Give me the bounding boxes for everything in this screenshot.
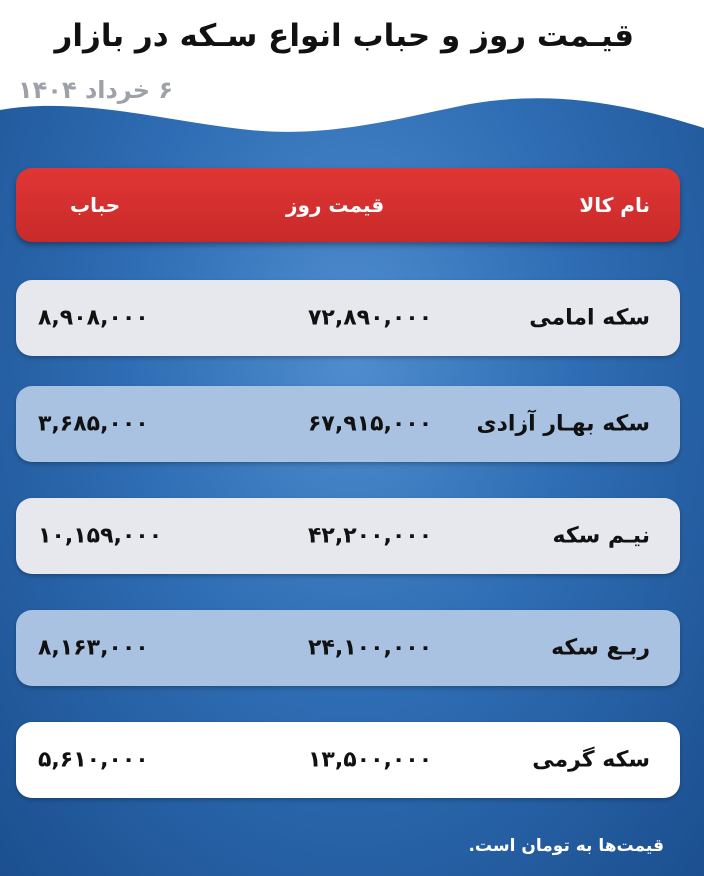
page-title: قیـمت روز و حباب انواع سـکه در بازار: [54, 18, 634, 54]
row-price: ۲۴,۱۰۰,۰۰۰: [308, 635, 433, 661]
table-row: [16, 280, 680, 356]
row-name: ربـع سکه: [551, 635, 650, 661]
row-name: سکه بهـار آزادی: [476, 411, 650, 437]
row-bubble: ۸,۱۶۳,۰۰۰: [38, 635, 149, 661]
row-name: سکه گرمی: [532, 747, 650, 773]
row-bubble: ۸,۹۰۸,۰۰۰: [38, 305, 149, 331]
table-row: [16, 610, 680, 686]
row-price: ۷۲,۸۹۰,۰۰۰: [308, 305, 433, 331]
table-header: [16, 168, 680, 242]
header-bubble: حباب: [70, 193, 121, 217]
row-bubble: ۵,۶۱۰,۰۰۰: [38, 747, 149, 773]
currency-note: قیمت‌ها به تومان است.: [468, 836, 664, 856]
row-bubble: ۳,۶۸۵,۰۰۰: [38, 411, 149, 437]
table-row: [16, 722, 680, 798]
table-row: [16, 386, 680, 462]
table-row: [16, 498, 680, 574]
header-price: قیمت روز: [286, 193, 385, 217]
row-name: نیـم سکه: [552, 523, 650, 549]
row-price: ۴۲,۲۰۰,۰۰۰: [308, 523, 433, 549]
row-price: ۱۳,۵۰۰,۰۰۰: [308, 747, 433, 773]
date-label: ۶ خرداد ۱۴۰۴: [18, 76, 174, 104]
row-price: ۶۷,۹۱۵,۰۰۰: [308, 411, 433, 437]
row-name: سکه امامی: [529, 305, 650, 331]
header-name: نام کالا: [579, 193, 650, 217]
row-bubble: ۱۰,۱۵۹,۰۰۰: [38, 523, 163, 549]
